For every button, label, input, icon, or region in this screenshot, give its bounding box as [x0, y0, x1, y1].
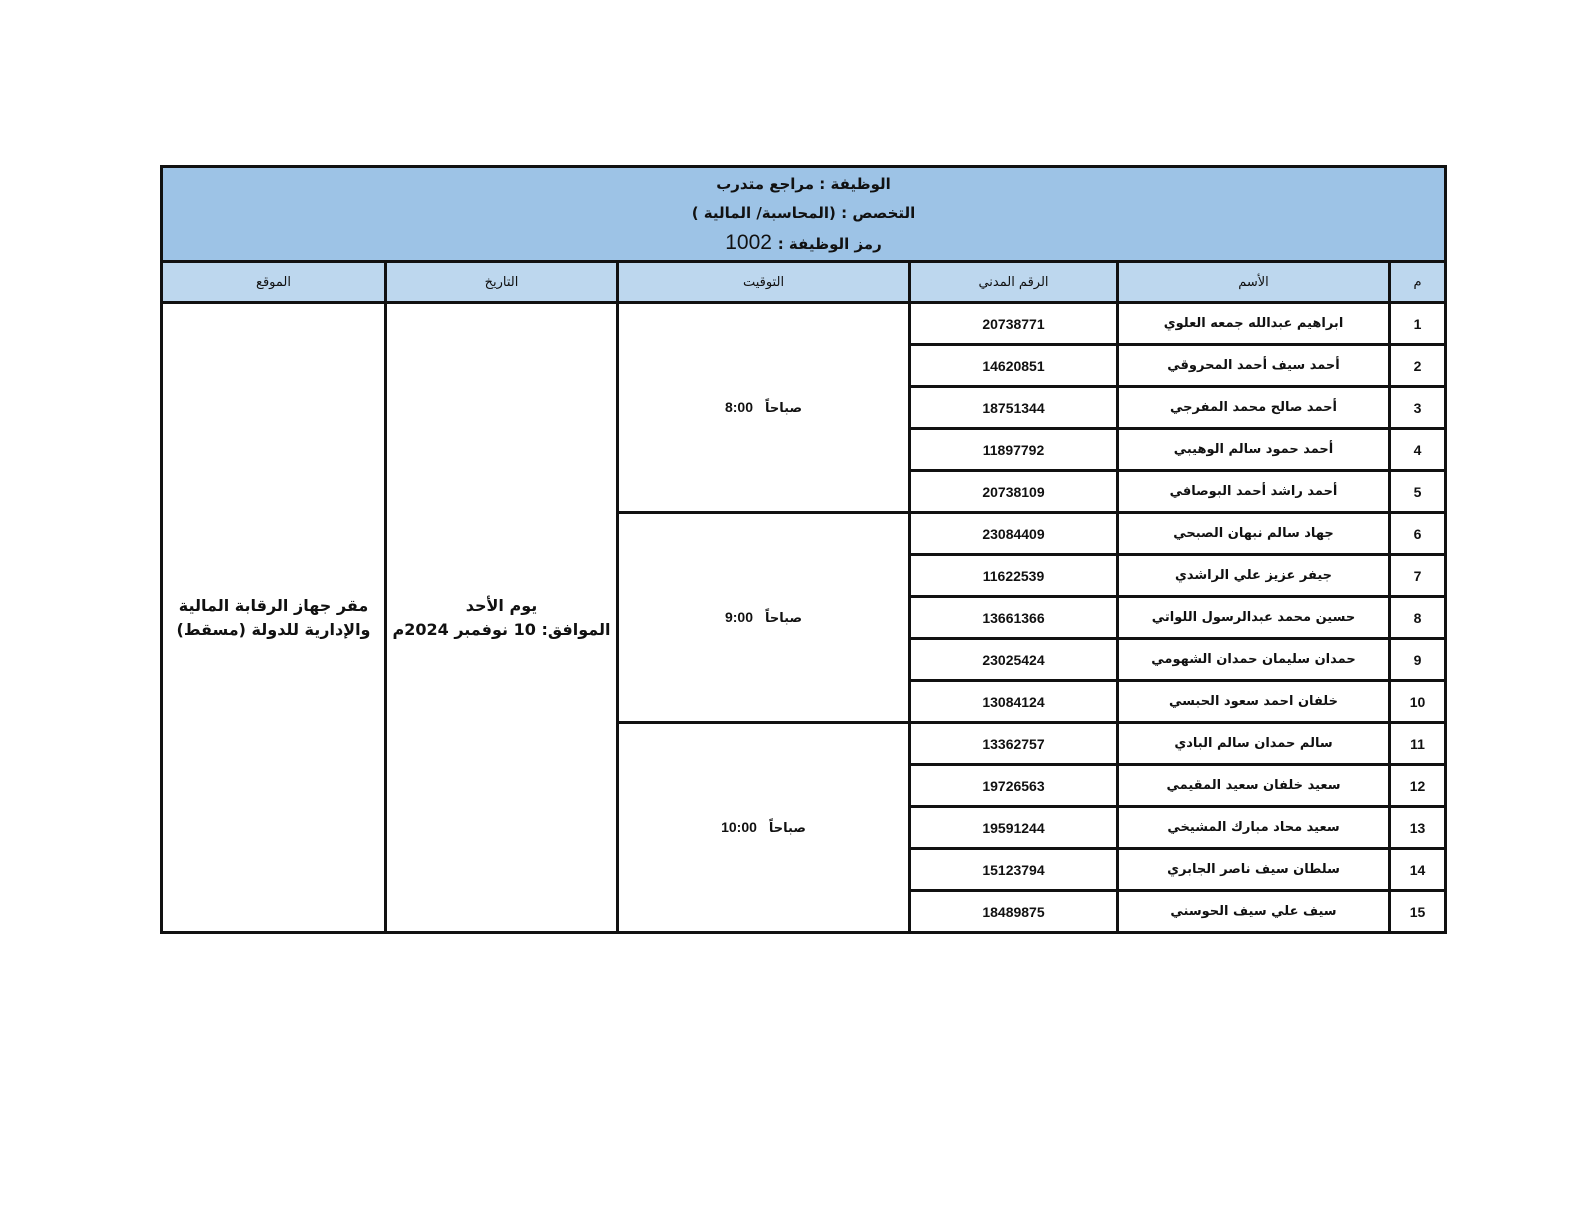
civil-id: 11622539 — [910, 555, 1118, 597]
column-header-civil-id: الرقم المدني — [910, 262, 1118, 303]
time-slot-2 — [618, 513, 910, 723]
candidate-name: ابراهيم عبدالله جمعه العلوي — [1118, 303, 1390, 345]
time-period: صباحاً — [768, 821, 806, 836]
civil-id: 18489875 — [910, 891, 1118, 933]
civil-id: 13661366 — [910, 597, 1118, 639]
column-header-location: الموقع — [162, 262, 386, 303]
candidate-name: حمدان سليمان حمدان الشهومي — [1118, 639, 1390, 681]
row-number: 4 — [1390, 429, 1446, 471]
row-number: 14 — [1390, 849, 1446, 891]
civil-id: 11897792 — [910, 429, 1118, 471]
location-line-2: والإدارية للدولة (مسقط) — [176, 619, 371, 639]
column-header-date: التاريخ — [386, 262, 618, 303]
schedule-table — [160, 165, 1447, 934]
row-number: 7 — [1390, 555, 1446, 597]
row-number: 11 — [1390, 723, 1446, 765]
candidate-name: حسين محمد عبدالرسول اللواتي — [1118, 597, 1390, 639]
civil-id: 23025424 — [910, 639, 1118, 681]
job-code — [163, 228, 1444, 259]
candidate-name: أحمد راشد أحمد البوصافي — [1118, 471, 1390, 513]
specialization: التخصص : (المحاسبة/ المالية ) — [691, 203, 916, 222]
civil-id: 20738109 — [910, 471, 1118, 513]
candidate-name: أحمد صالح محمد المفرجي — [1118, 387, 1390, 429]
candidate-name: سعيد خلفان سعيد المقيمي — [1118, 765, 1390, 807]
column-header-name: الأسم — [1118, 262, 1390, 303]
candidate-name: أحمد حمود سالم الوهيبي — [1118, 429, 1390, 471]
civil-id: 15123794 — [910, 849, 1118, 891]
civil-id: 14620851 — [910, 345, 1118, 387]
exam-location — [162, 303, 386, 933]
candidate-name: جهاد سالم نبهان الصبحي — [1118, 513, 1390, 555]
row-number: 15 — [1390, 891, 1446, 933]
column-header-time: التوقيت — [618, 262, 910, 303]
time-value: 10:00 — [721, 819, 757, 835]
time-slot-3 — [618, 723, 910, 933]
exam-full-date: الموافق: 10 نوفمبر 2024م — [392, 619, 611, 639]
row-number: 8 — [1390, 597, 1446, 639]
candidate-name: سالم حمدان سالم البادي — [1118, 723, 1390, 765]
candidate-name: أحمد سيف أحمد المحروقي — [1118, 345, 1390, 387]
row-number: 13 — [1390, 807, 1446, 849]
candidate-name: خلفان احمد سعود الحبسي — [1118, 681, 1390, 723]
row-number: 5 — [1390, 471, 1446, 513]
time-value: 9:00 — [724, 609, 753, 625]
job-code-label: رمز الوظيفة : — [777, 234, 882, 253]
time-slot-1 — [618, 303, 910, 513]
candidate-name: سلطان سيف ناصر الجابري — [1118, 849, 1390, 891]
civil-id: 19591244 — [910, 807, 1118, 849]
civil-id: 20738771 — [910, 303, 1118, 345]
exam-day: يوم الأحد — [465, 595, 538, 615]
civil-id: 19726563 — [910, 765, 1118, 807]
row-number: 1 — [1390, 303, 1446, 345]
civil-id: 13362757 — [910, 723, 1118, 765]
time-period: صباحاً — [765, 401, 803, 416]
table-row — [162, 303, 1446, 345]
row-number: 2 — [1390, 345, 1446, 387]
row-number: 12 — [1390, 765, 1446, 807]
time-period: صباحاً — [765, 611, 803, 626]
candidate-name: جيفر عزيز علي الراشدي — [1118, 555, 1390, 597]
civil-id: 13084124 — [910, 681, 1118, 723]
civil-id: 23084409 — [910, 513, 1118, 555]
title-block — [162, 167, 1446, 262]
time-value: 8:00 — [724, 399, 753, 415]
job-code-value: 1002 — [725, 230, 772, 254]
candidate-name: سيف علي سيف الحوسني — [1118, 891, 1390, 933]
location-line-1: مقر جهاز الرقابة المالية — [178, 595, 369, 615]
civil-id: 18751344 — [910, 387, 1118, 429]
exam-date — [386, 303, 618, 933]
schedule-sheet — [160, 165, 1444, 934]
column-header-num: م — [1390, 262, 1446, 303]
row-number: 10 — [1390, 681, 1446, 723]
row-number: 6 — [1390, 513, 1446, 555]
candidate-name: سعيد محاد مبارك المشيخي — [1118, 807, 1390, 849]
job-title: الوظيفة : مراجع متدرب — [716, 174, 891, 193]
row-number: 3 — [1390, 387, 1446, 429]
row-number: 9 — [1390, 639, 1446, 681]
